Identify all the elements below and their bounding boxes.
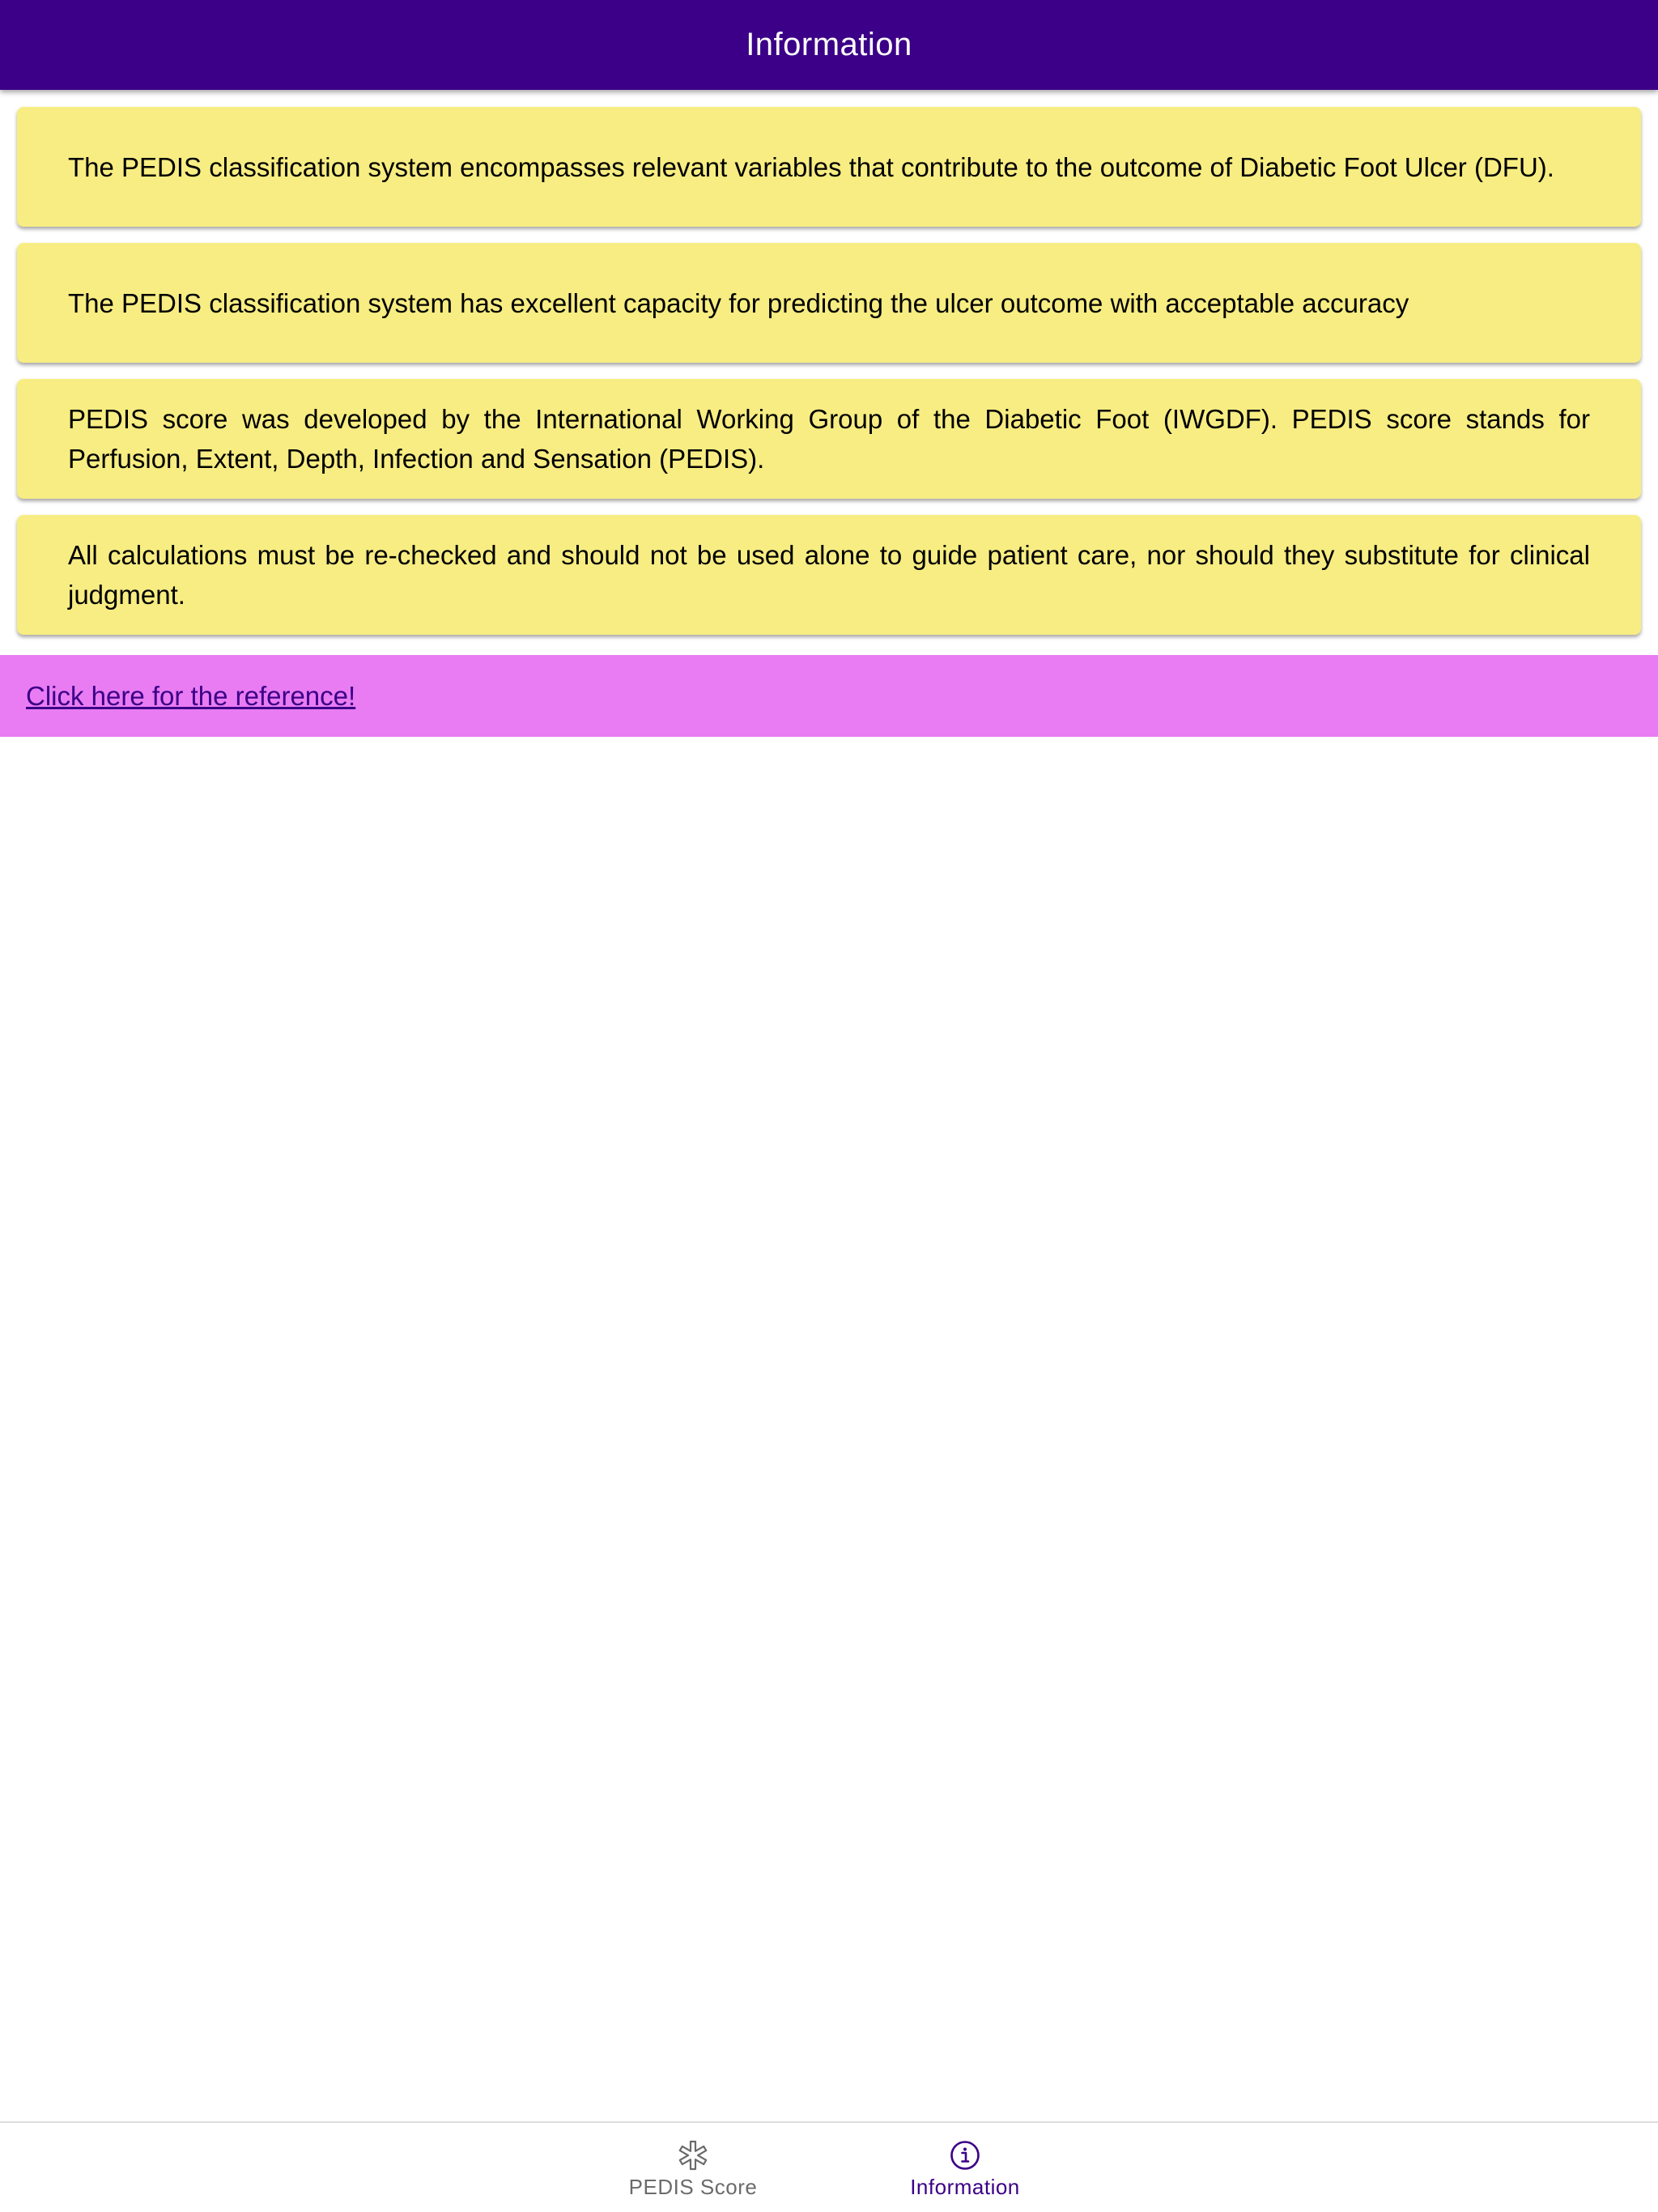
- reference-banner: [0, 655, 1658, 737]
- info-card-text: PEDIS score was developed by the International Working Group of the Diabetic Foot (IWGDF). PEDIS score stands for Perfusion, Extent, Depth, Infection and Sensation (PEDIS).: [68, 404, 1590, 474]
- info-card: [17, 243, 1641, 363]
- reference-link[interactable]: Click here for the reference!: [26, 680, 356, 711]
- top-app-bar: [0, 0, 1658, 90]
- medical-asterisk-icon: [677, 2139, 709, 2172]
- info-card: [17, 379, 1641, 499]
- info-card: [17, 515, 1641, 635]
- info-circle-icon: [949, 2139, 981, 2172]
- info-card-text: The PEDIS classification system has excellent capacity for predicting the ulcer outcome with acceptable accuracy: [68, 287, 1409, 318]
- tab-pedis-score[interactable]: [612, 2123, 774, 2212]
- tab-label: PEDIS Score: [628, 2175, 758, 2199]
- info-card: [17, 107, 1641, 227]
- tab-information[interactable]: [884, 2123, 1046, 2212]
- info-card-text: The PEDIS classification system encompasses relevant variables that contribute to the outcome of Diabetic Foot Ulcer (DFU).: [68, 151, 1554, 182]
- info-card-text: All calculations must be re-checked and should not be used alone to guide patient care, nor should they substitute for clinical judgment.: [68, 540, 1590, 610]
- info-card-list: [17, 107, 1641, 651]
- page-title: Information: [746, 27, 912, 62]
- bottom-tab-bar: [0, 2121, 1658, 2212]
- tab-label: Information: [910, 2175, 1020, 2199]
